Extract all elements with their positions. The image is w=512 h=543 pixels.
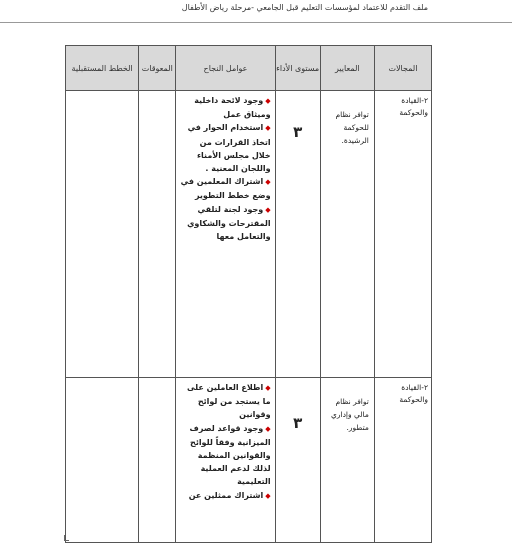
column-header-criteria: المعايير <box>320 46 374 91</box>
success-factor: ◆اشتراك المعلمين في وضع خطط التطوير <box>180 177 271 201</box>
column-header-obstacles: المعوقات <box>139 46 176 91</box>
domain-text: ٢-القيادة والحوكمة <box>399 383 428 404</box>
column-header-future-plans: الخطط المستقبلية <box>66 46 139 91</box>
bullet-icon: ◆ <box>265 384 271 392</box>
bullet-icon: ◆ <box>265 205 271 214</box>
criteria-cell <box>320 91 374 378</box>
performance-level: ٣ <box>293 414 303 432</box>
performance-level: ٣ <box>293 123 303 141</box>
obstacles-cell <box>139 91 176 378</box>
success-factor: ◆استخدام الحوار في اتخاذ القرارات من خلال مجلس الأمناء واللجان المعنية . <box>187 123 271 174</box>
corner-mark <box>64 535 69 541</box>
success-factor: ◆وجود لائحة داخلية وميثاق عمل <box>194 96 271 120</box>
success-factors-cell <box>176 378 275 543</box>
success-factors-cell <box>176 91 275 378</box>
table-row <box>66 378 432 543</box>
future-plans-cell <box>66 91 139 378</box>
column-header-domains: المجالات <box>374 46 431 91</box>
success-factor: ◆اطلاع العاملين على ما يستجد من لوائح وقوانين <box>187 383 271 420</box>
future-plans-cell <box>66 378 139 543</box>
obstacles-cell <box>139 378 176 543</box>
bullet-icon: ◆ <box>265 178 271 187</box>
bullet-icon: ◆ <box>265 97 271 105</box>
domain-cell <box>374 378 431 543</box>
level-cell <box>275 91 320 378</box>
page-header <box>0 0 512 23</box>
success-factor: ◆وجود قواعد لصرف الميزانية وفقاً للوائح والقوانين المنظمة لذلك لدعم العملية التعليمية <box>189 423 271 487</box>
bullet-icon: ◆ <box>265 491 271 500</box>
level-cell <box>275 378 320 543</box>
criteria-cell <box>320 378 374 543</box>
bullet-icon: ◆ <box>265 124 271 133</box>
criteria-text: توافر نظام مالي وإداري متطور. <box>331 397 369 432</box>
accreditation-table <box>65 45 432 543</box>
column-header-success-factors: عوامل النجاح <box>176 46 275 91</box>
column-header-performance-level: مستوى الأداء <box>275 46 320 91</box>
table-row <box>66 91 432 378</box>
criteria-text: توافر نظام للحوكمة الرشيدة. <box>335 110 369 145</box>
success-factor: ◆اشتراك ممثلين عن <box>188 490 271 500</box>
header-title: ملف التقدم للاعتماد لمؤسسات التعليم قبل الجامعي -مرحلة رياض الأطفال <box>181 3 428 12</box>
success-factor: ◆وجود لجنة لتلقي المقترحات والشكاوي والتعامل معها <box>187 204 271 242</box>
table-header-row <box>66 46 432 91</box>
domain-text: ٢-القيادة والحوكمة <box>399 96 428 117</box>
domain-cell <box>374 91 431 378</box>
bullet-icon: ◆ <box>265 424 271 433</box>
